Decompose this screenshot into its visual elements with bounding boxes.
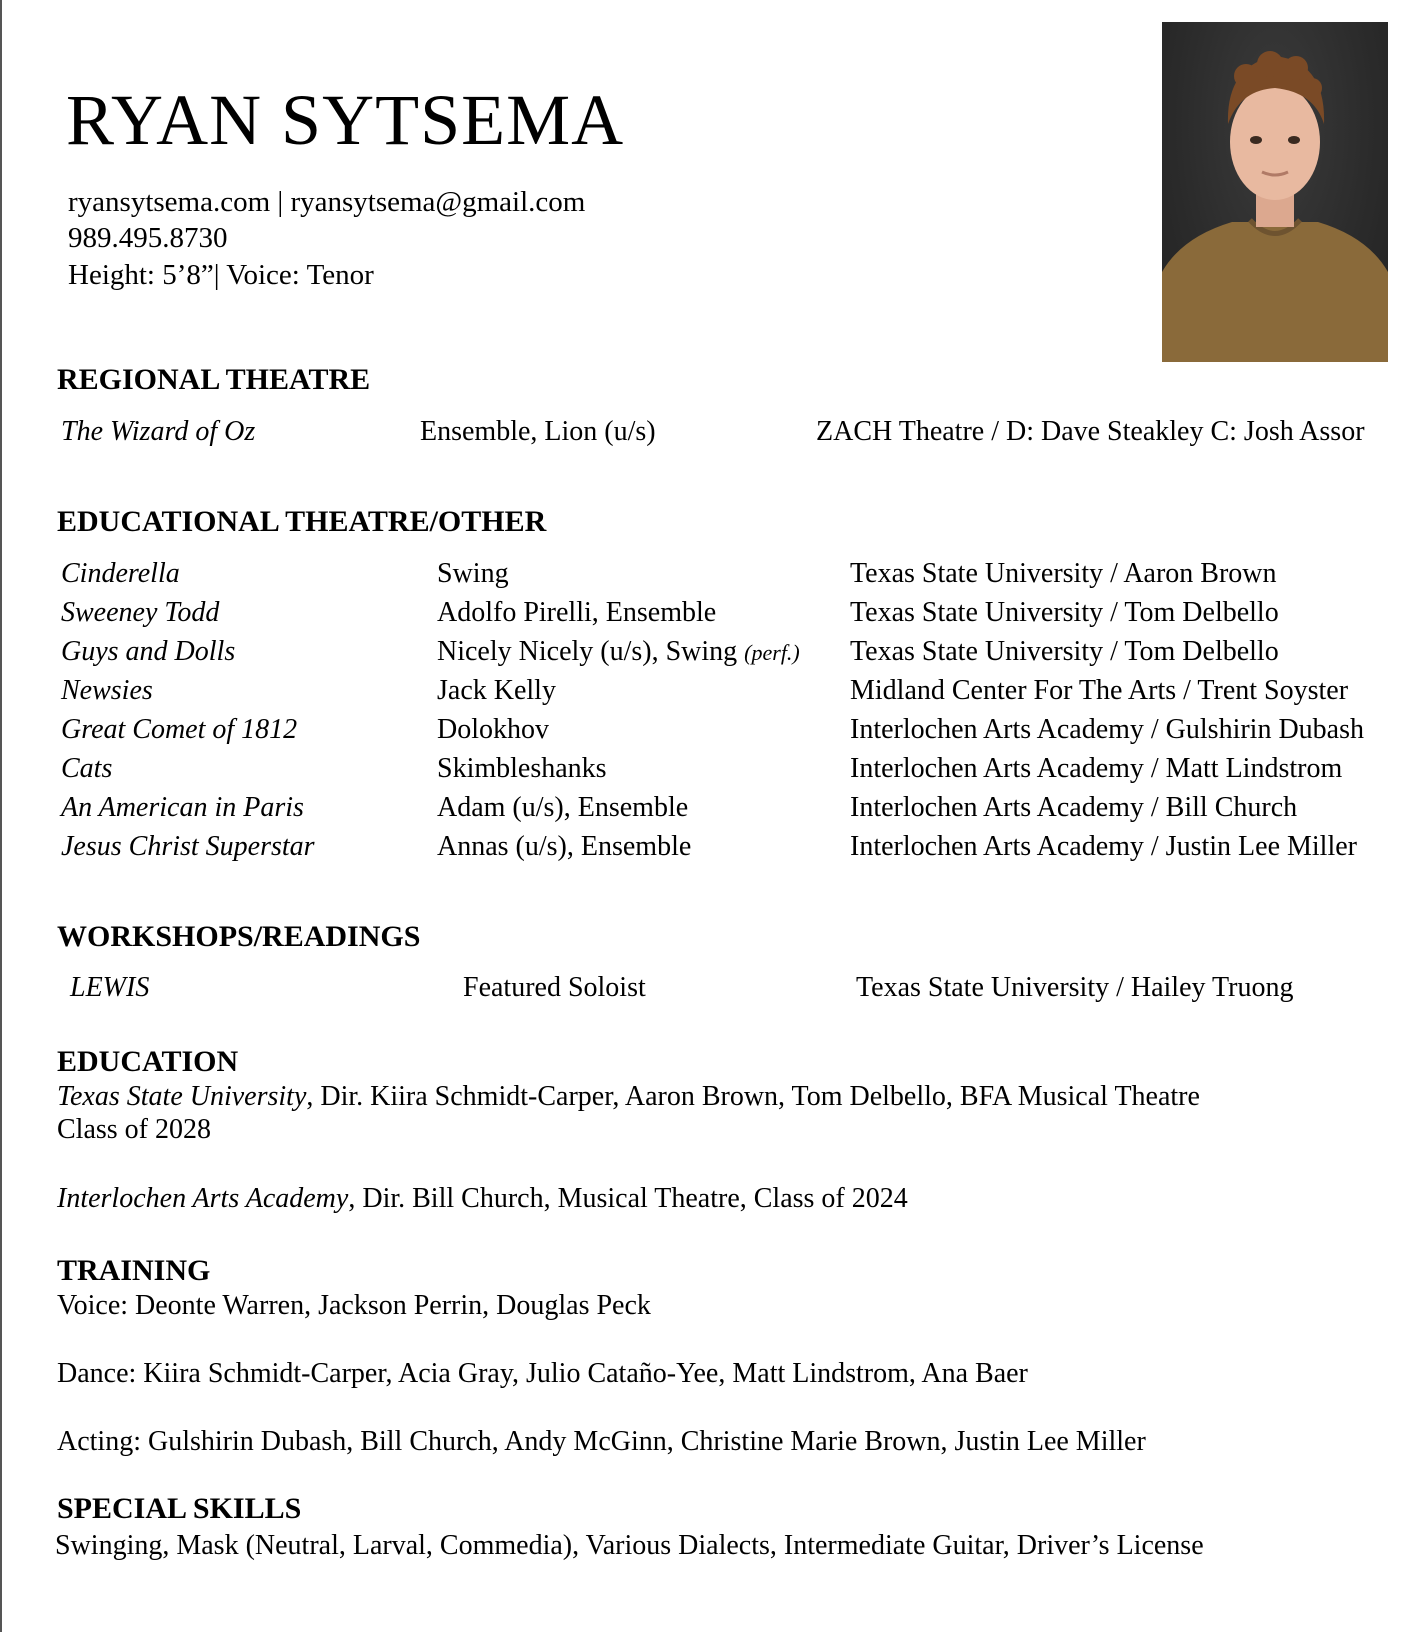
venue: Texas State University / Hailey Truong <box>856 972 1294 1003</box>
height-voice: Height: 5’8”| Voice: Tenor <box>68 259 374 291</box>
venue: Interlochen Arts Academy / Bill Church <box>850 792 1298 823</box>
show-title: Jesus Christ Superstar <box>61 831 315 862</box>
education-entry-interlochen <box>57 1185 908 1213</box>
role: Featured Soloist <box>463 972 646 1003</box>
role: Nicely Nicely (u/s), Swing <box>437 636 738 667</box>
role: Dolokhov <box>437 714 549 745</box>
venue: ZACH Theatre / D: Dave Steakley C: Josh Assor <box>816 416 1365 447</box>
contact-line: ryansytsema.com | ryansytsema@gmail.com <box>68 186 586 218</box>
show-title: Sweeney Todd <box>61 597 220 628</box>
training-voice: Voice: Deonte Warren, Jackson Perrin, Douglas Peck <box>57 1290 651 1321</box>
education-class-year: Class of 2028 <box>57 1114 211 1145</box>
school-detail: , Dir. Kiira Schmidt-Carper, Aaron Brown, Tom Delbello, BFA Musical Theatre <box>306 1081 1200 1112</box>
school-name: Texas State University <box>57 1081 307 1112</box>
role: Adam (u/s), Ensemble <box>437 792 689 823</box>
resume-name: RYAN SYTSEMA <box>66 80 625 160</box>
show-title: LEWIS <box>70 972 150 1003</box>
training-dance: Dance: Kiira Schmidt-Carper, Acia Gray, Julio Cataño-Yee, Matt Lindstrom, Ana Baer <box>57 1358 1028 1389</box>
show-title: An American in Paris <box>61 792 304 823</box>
show-title: Guys and Dolls <box>61 636 236 667</box>
show-title: The Wizard of Oz <box>61 416 256 447</box>
section-heading-education: EDUCATION <box>57 1045 239 1078</box>
venue: Interlochen Arts Academy / Justin Lee Miller <box>850 831 1357 862</box>
role-with-note <box>437 638 800 666</box>
headshot-photo <box>1162 22 1388 362</box>
show-title: Newsies <box>61 675 153 706</box>
role: Jack Kelly <box>437 675 556 706</box>
venue: Interlochen Arts Academy / Gulshirin Dubash <box>850 714 1365 745</box>
venue: Texas State University / Tom Delbello <box>850 636 1279 667</box>
role: Swing <box>437 558 509 589</box>
education-entry-texas-state <box>57 1083 1200 1111</box>
section-heading-workshops: WORKSHOPS/READINGS <box>57 920 421 953</box>
special-skills-text: Swinging, Mask (Neutral, Larval, Commedia), Various Dialects, Intermediate Guitar, Driver’s License <box>55 1530 1204 1561</box>
section-heading-regional: REGIONAL THEATRE <box>57 363 371 396</box>
headshot-illustration <box>1162 22 1388 362</box>
venue: Midland Center For The Arts / Trent Soyster <box>850 675 1349 706</box>
role: Adolfo Pirelli, Ensemble <box>437 597 717 628</box>
venue: Interlochen Arts Academy / Matt Lindstrom <box>850 753 1343 784</box>
page-left-border <box>0 0 2 1632</box>
show-title: Great Comet of 1812 <box>61 714 298 745</box>
section-heading-skills: SPECIAL SKILLS <box>57 1492 302 1525</box>
role-note: (perf.) <box>744 640 800 665</box>
role: Ensemble, Lion (u/s) <box>420 416 656 447</box>
section-heading-training: TRAINING <box>57 1254 211 1287</box>
role: Skimbleshanks <box>437 753 607 784</box>
training-acting: Acting: Gulshirin Dubash, Bill Church, Andy McGinn, Christine Marie Brown, Justin Lee Miller <box>57 1426 1146 1457</box>
phone-number: 989.495.8730 <box>68 222 228 254</box>
role: Annas (u/s), Ensemble <box>437 831 692 862</box>
school-detail: , Dir. Bill Church, Musical Theatre, Class of 2024 <box>348 1183 908 1214</box>
show-title: Cinderella <box>61 558 180 589</box>
venue: Texas State University / Aaron Brown <box>850 558 1277 589</box>
venue: Texas State University / Tom Delbello <box>850 597 1279 628</box>
show-title: Cats <box>61 753 113 784</box>
school-name: Interlochen Arts Academy <box>57 1183 349 1214</box>
section-heading-educational: EDUCATIONAL THEATRE/OTHER <box>57 505 547 538</box>
